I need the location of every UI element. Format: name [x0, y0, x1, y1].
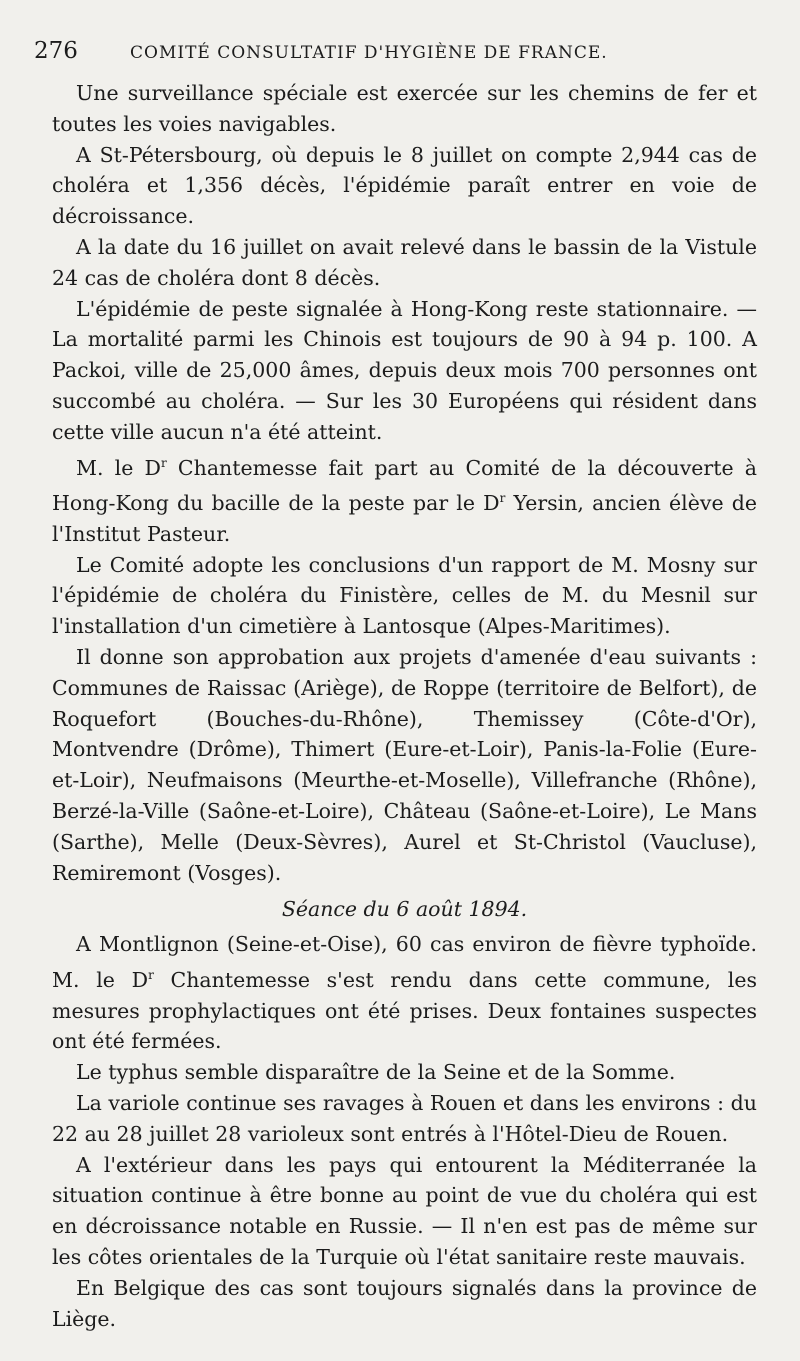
running-title: COMITÉ CONSULTATIF D'HYGIÈNE DE FRANCE. — [130, 43, 608, 63]
running-head — [34, 38, 757, 70]
paragraph — [52, 929, 757, 1057]
superscript: r — [148, 967, 154, 982]
session-heading: Séance du 6 août 1894. — [281, 897, 528, 922]
text-run: Chantemesse fait part au Comité de la découverte à Hong-Kong du bacille de la peste par le D — [52, 455, 758, 516]
text-run: Yersin, ancien élève de l'Institut Pasteur. — [52, 491, 757, 546]
paragraph: Le Comité adopte les conclusions d'un rapport de M. Mosny sur l'épidémie de choléra du Finistère, celles de M. du Mesnil sur l'installation d'un cimetière à Lantosque (Alpes-Maritimes). — [52, 552, 757, 639]
paragraph: A St-Pétersbourg, où depuis le 8 juillet on compte 2,944 cas de choléra et 1,356 décès, l'épidémie paraît entrer en voie de décroissance. — [52, 142, 757, 229]
paragraph: La variole continue ses ravages à Rouen et dans les environs : du 22 au 28 juillet 28 varioleux sont entrés à l'Hôtel-Dieu de Rouen. — [52, 1090, 757, 1146]
superscript: r — [161, 455, 167, 470]
paragraph — [52, 448, 757, 550]
paragraph: A la date du 16 juillet on avait relevé dans le bassin de la Vistule 24 cas de choléra dont 8 décès. — [52, 234, 757, 290]
superscript: r — [499, 491, 506, 506]
paragraph: Le typhus semble disparaître de la Seine et de la Somme. — [76, 1060, 676, 1085]
paragraph: Une surveillance spéciale est exercée sur les chemins de fer et toutes les voies navigables. — [52, 81, 757, 136]
paragraph: Il donne son approbation aux projets d'amenée d'eau suivants : Communes de Raissac (Ariège), de Roppe (territoire de Belfort), de Roquefort (Bouches-du-Rhône), Themissey (Côte-d'Or), Montvendre (Drôme), Thimert (Eure-et-Loir), Panis-la-Folie (Eure-et-Loir), Neufmaisons (Meurthe-et-Moselle), Villefranche (Rhône), Berzé-la-Ville (Saône-et-Loire), Château (Saône-et-Loire), Le Mans (Sarthe), Melle (Deux-Sèvres), Aurel et St-Christol (Vaucluse), Remiremont (Vosges). — [52, 645, 757, 885]
text-run: M. le D — [76, 455, 161, 480]
paragraph: En Belgique des cas sont toujours signalés dans la province de Liège. — [52, 1275, 757, 1331]
text-run: A Montlignon (Seine-et-Oise), 60 cas environ de fièvre typhoïde. M. le D — [52, 932, 757, 992]
document-page — [34, 38, 758, 1334]
text-run: Chantemesse s'est rendu dans cette commune, les mesures prophylactiques ont été prises. Deux fontaines suspectes ont été fermées. — [52, 967, 757, 1054]
page-number: 276 — [34, 38, 78, 64]
paragraph: A l'extérieur dans les pays qui entourent la Méditerranée la situation continue à être bonne au point de vue du choléra qui est en décroissance notable en Russie. — Il n'en est pas de même sur les côtes orientales de la Turquie où l'état sanitaire reste mauvais. — [52, 1152, 757, 1269]
paragraph: L'épidémie de peste signalée à Hong-Kong reste stationnaire. — La mortalité parmi les Chinois est toujours de 90 à 94 p. 100. A Packoi, ville de 25,000 âmes, depuis deux mois 700 personnes ont succombé au choléra. — Sur les 30 Européens qui résident dans cette ville aucun n'a été atteint. — [52, 296, 757, 444]
